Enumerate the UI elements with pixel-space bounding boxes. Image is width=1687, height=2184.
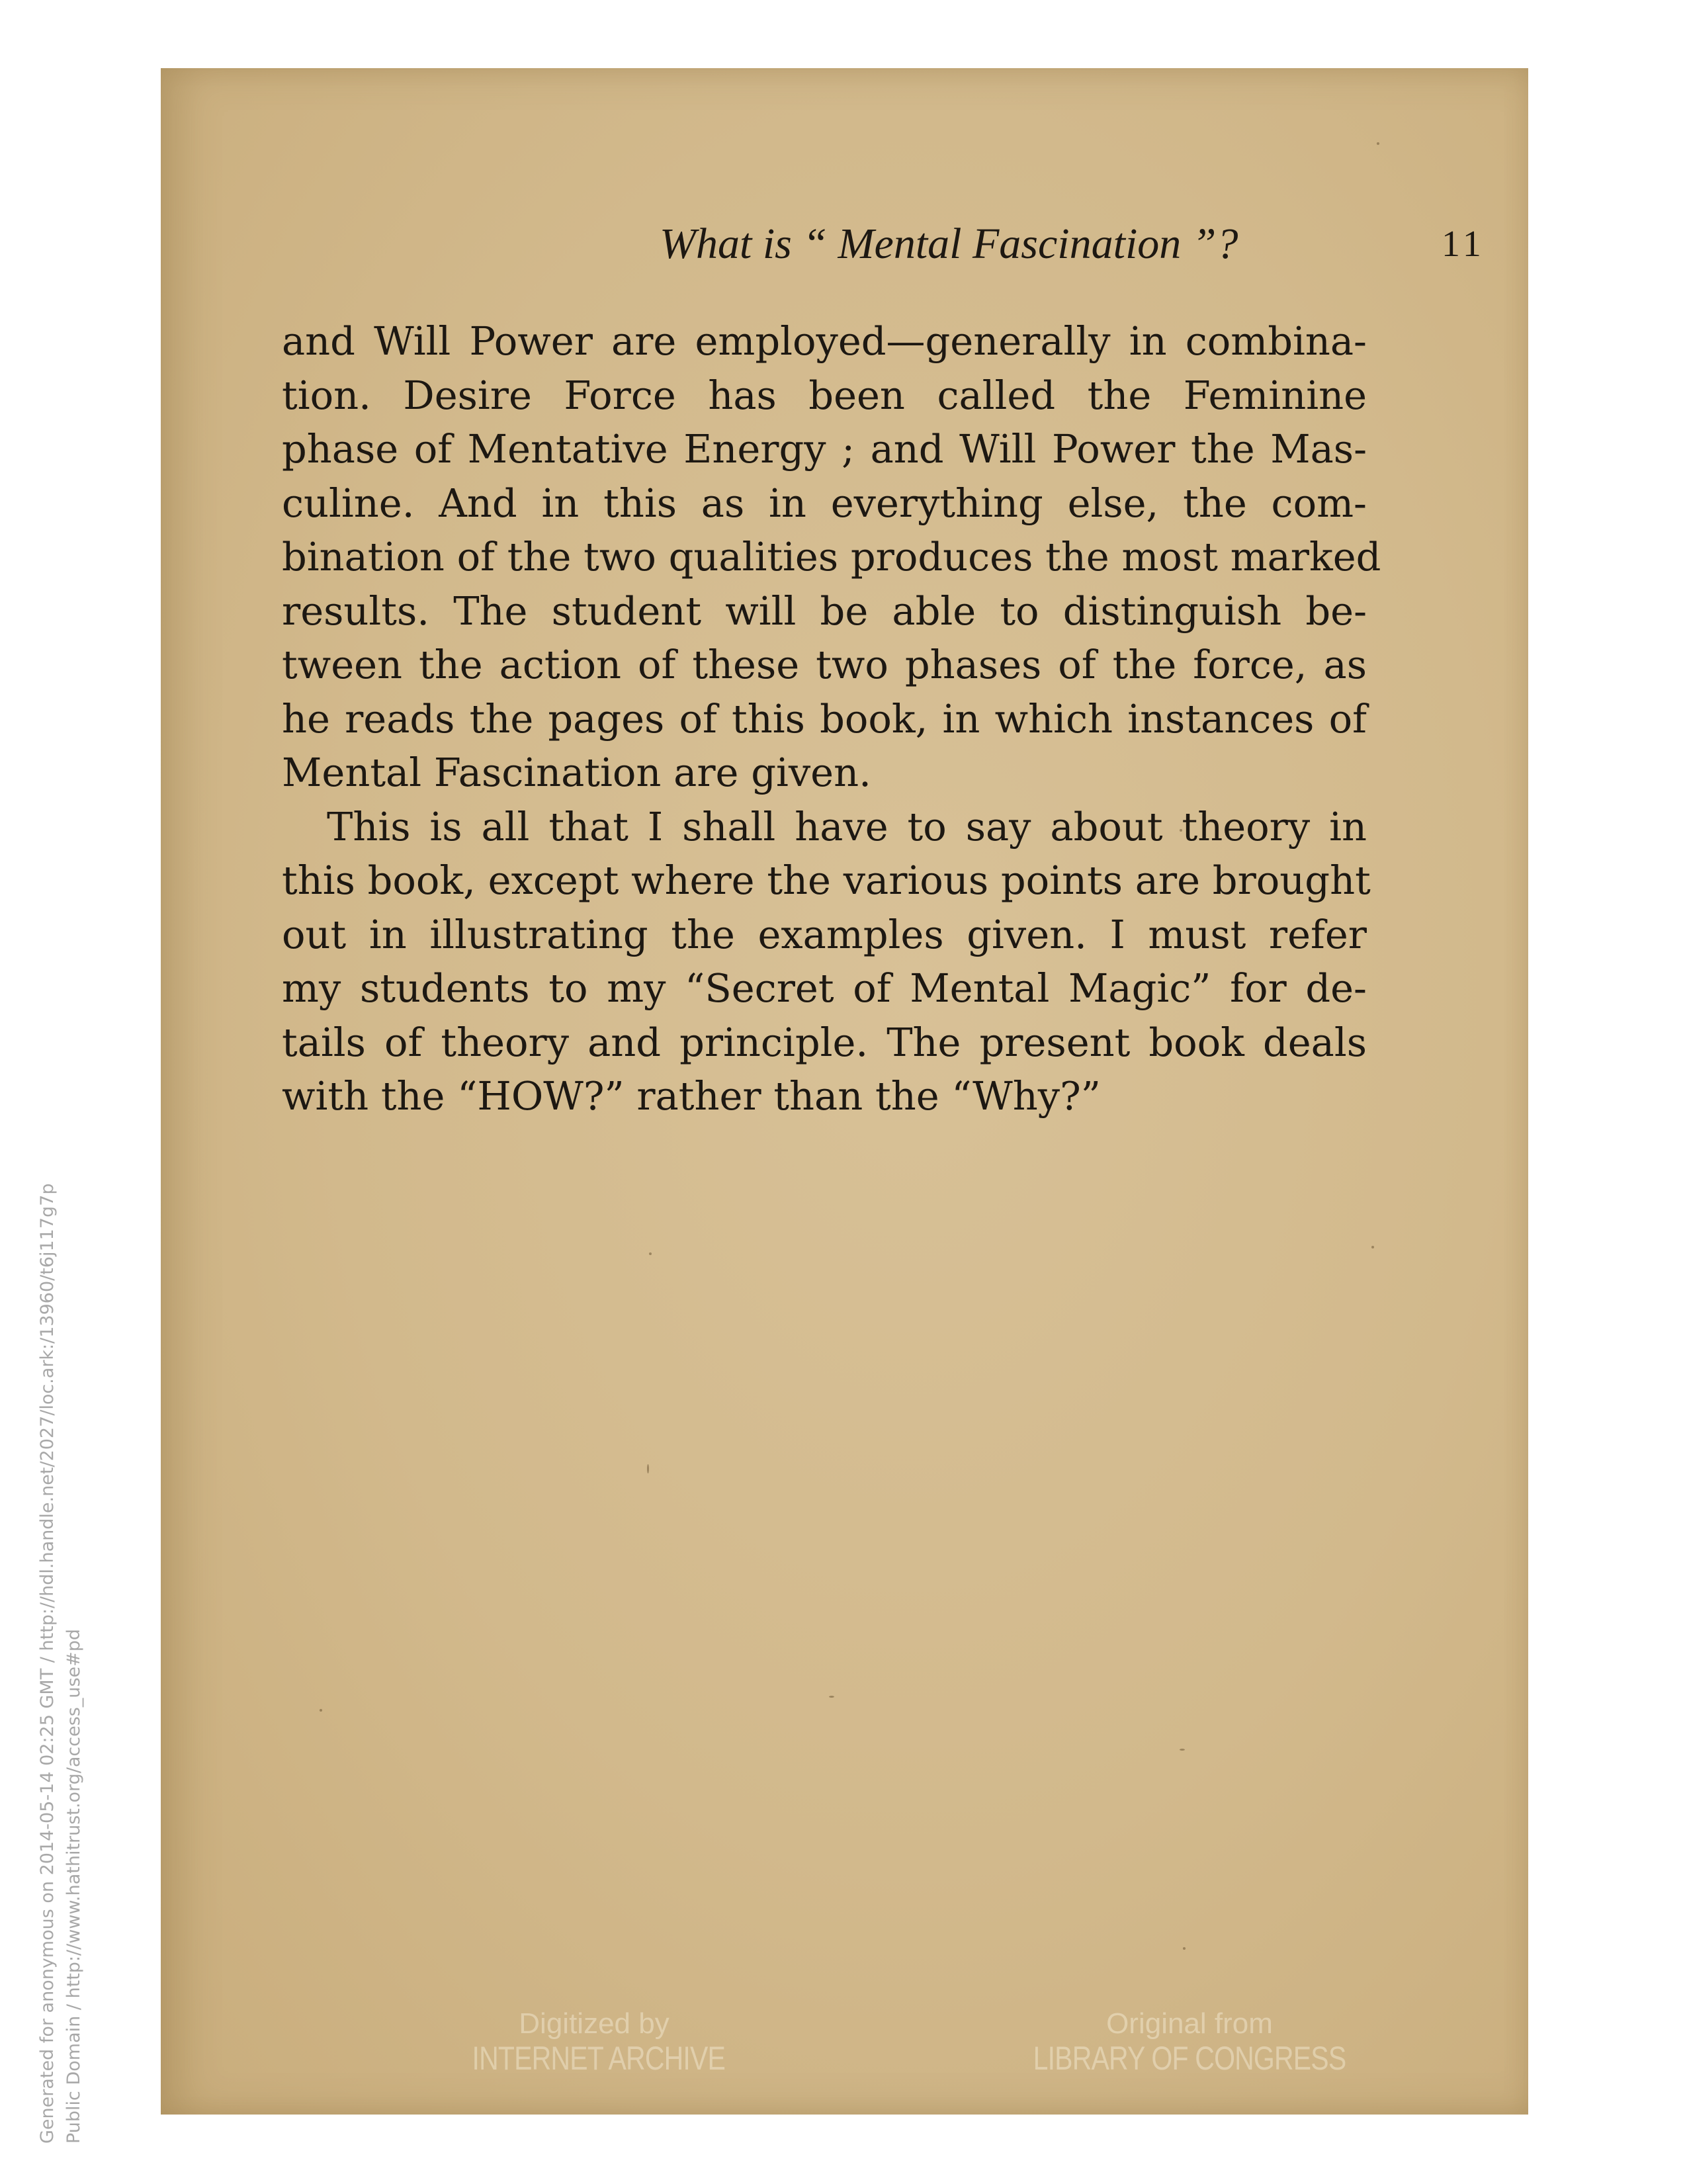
running-title: What is “ Mental Fascination ”?: [660, 220, 1238, 268]
text-line: this book, except where the various points are brought: [282, 857, 1371, 903]
text-line: phase of Mentative Energy ; and Will Power the Mas-: [282, 426, 1367, 472]
text-line: Mental Fascination are given.: [282, 750, 871, 795]
generation-stamp-line-2: Public Domain / http://www.hathitrust.org/access_use#pd: [64, 1628, 84, 2144]
running-head: [281, 219, 1526, 279]
watermark-source: INTERNET ARCHIVE: [472, 2040, 726, 2077]
paragraph-1: [282, 314, 1381, 800]
paper-speck: [649, 1252, 652, 1255]
watermark-caption: Original from: [1106, 2007, 1273, 2040]
text-line: tion. Desire Force has been called the Feminine: [282, 372, 1367, 418]
text-line: he reads the pages of this book, in which instances of: [282, 695, 1367, 742]
original-from-watermark: [941, 2007, 1438, 2075]
paper-speck: [647, 1464, 649, 1473]
watermark-caption: Digitized by: [519, 2007, 670, 2040]
text-line: out in illustrating the examples given. I must refer: [282, 911, 1367, 957]
text-line: results. The student will be able to distinguish be-: [282, 588, 1367, 634]
text-line: tween the action of these two phases of the force, as: [282, 642, 1367, 687]
text-line: with the “HOW?” rather than the “Why?”: [282, 1073, 1101, 1119]
paper-speck: [1183, 1947, 1186, 1950]
text-line: This is all that I shall have to say about theory in: [327, 803, 1367, 850]
body-text: [282, 314, 1381, 1123]
book-page: [161, 68, 1528, 2115]
watermark-source: LIBRARY OF CONGRESS: [1033, 2040, 1346, 2077]
paper-speck: [829, 1696, 834, 1698]
text-line: and Will Power are employed—generally in combina-: [282, 318, 1367, 364]
paper-speck: [320, 1709, 322, 1712]
digitized-by-watermark: [445, 2007, 743, 2075]
paragraph-2: [282, 800, 1371, 1123]
page-number: 11: [1442, 224, 1485, 265]
paper-speck: [1180, 1749, 1185, 1751]
text-line: my students to my “Secret of Mental Magic” for de-: [282, 965, 1367, 1011]
generation-stamp-line-1: Generated for anonymous on 2014-05-14 02:25 GMT / http://hdl.handle.net/2027/loc.ark:/13960/t6j117g7p: [37, 1183, 58, 2144]
paper-speck: [1371, 1246, 1374, 1248]
text-line: bination of the two qualities produces the most marked: [282, 534, 1381, 580]
text-line: tails of theory and principle. The present book deals: [282, 1019, 1367, 1065]
text-line: culine. And in this as in everything else, the com-: [282, 480, 1367, 526]
paper-speck: [1377, 142, 1379, 145]
generation-stamp: [34, 1184, 87, 2144]
